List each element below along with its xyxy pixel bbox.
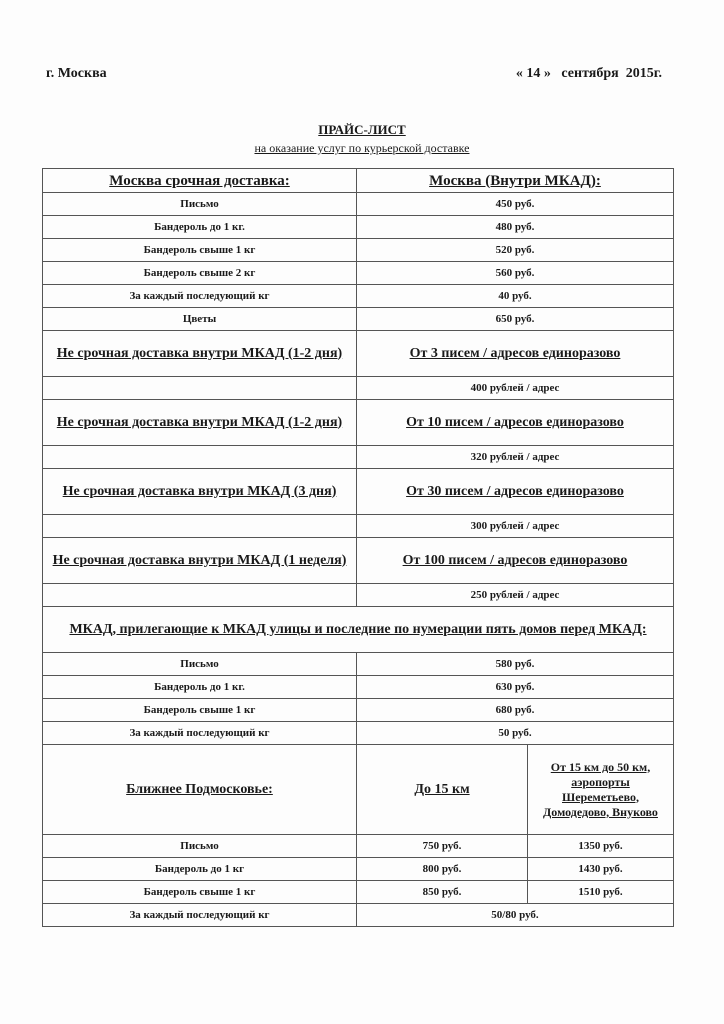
tier-header-row	[43, 400, 674, 446]
empty-cell	[43, 584, 357, 607]
table-row	[43, 858, 674, 881]
document-title: ПРАЙС-ЛИСТ	[318, 122, 406, 137]
tier-price: 400 рублей / адрес	[357, 377, 674, 400]
region-header-row	[43, 745, 674, 835]
item-name: Бандероль свыше 1 кг	[43, 699, 357, 722]
tier-condition: От 100 писем / адресов единоразово	[357, 538, 674, 584]
item-name: Письмо	[43, 835, 357, 858]
tier-header-row	[43, 538, 674, 584]
price-near: 850 руб.	[357, 881, 528, 904]
table-row	[43, 722, 674, 745]
tier-price: 250 рублей / адрес	[357, 584, 674, 607]
section-title-mkad: МКАД, прилегающие к МКАД улицы и последние по нумерации пять домов перед МКАД:	[43, 607, 674, 653]
document-date: « 14 » сентября 2015г.	[515, 66, 662, 81]
table-header-row	[43, 169, 674, 193]
price-near: 750 руб.	[357, 835, 528, 858]
item-price: 450 руб.	[357, 193, 674, 216]
item-name: Письмо	[43, 653, 357, 676]
section-title-moscow-urgent: Москва срочная доставка:	[43, 169, 357, 193]
item-name: За каждый последующий кг	[43, 285, 357, 308]
table-row	[43, 308, 674, 331]
item-name: Бандероль свыше 2 кг	[43, 262, 357, 285]
tier-condition: От 30 писем / адресов единоразово	[357, 469, 674, 515]
table-row	[43, 676, 674, 699]
tier-condition: От 3 писем / адресов единоразово	[357, 331, 674, 377]
table-row	[43, 239, 674, 262]
column-title-moscow-inside-mkad: Москва (Внутри МКАД):	[357, 169, 674, 193]
table-row	[43, 653, 674, 676]
item-name: Бандероль свыше 1 кг	[43, 239, 357, 262]
table-row	[43, 193, 674, 216]
item-name: Письмо	[43, 193, 357, 216]
item-price: 50 руб.	[357, 722, 674, 745]
table-row	[43, 881, 674, 904]
item-price: 480 руб.	[357, 216, 674, 239]
tier-title: Не срочная доставка внутри МКАД (1-2 дня)	[43, 331, 357, 377]
item-price: 560 руб.	[357, 262, 674, 285]
price-table	[42, 168, 674, 927]
tier-header-row	[43, 331, 674, 377]
item-price: 630 руб.	[357, 676, 674, 699]
tier-price: 300 рублей / адрес	[357, 515, 674, 538]
tier-price-row	[43, 377, 674, 400]
table-row	[43, 699, 674, 722]
column-title-15-50km: От 15 км до 50 км, аэропорты Шереметьево, Домодедово, Внуково	[528, 745, 674, 835]
empty-cell	[43, 515, 357, 538]
item-name: Бандероль до 1 кг.	[43, 676, 357, 699]
city-label: г. Москва	[46, 66, 107, 81]
tier-title: Не срочная доставка внутри МКАД (3 дня)	[43, 469, 357, 515]
item-name: За каждый последующий кг	[43, 722, 357, 745]
section-title-row	[43, 607, 674, 653]
table-row	[43, 904, 674, 927]
table-row	[43, 835, 674, 858]
item-name: Цветы	[43, 308, 357, 331]
price-far: 1350 руб.	[528, 835, 674, 858]
tier-header-row	[43, 469, 674, 515]
tier-price: 320 рублей / адрес	[357, 446, 674, 469]
tier-price-row	[43, 446, 674, 469]
empty-cell	[43, 377, 357, 400]
item-price: 580 руб.	[357, 653, 674, 676]
price-far: 1430 руб.	[528, 858, 674, 881]
document-subtitle: на оказание услуг по курьерской доставке	[254, 141, 470, 155]
section-title-near-region: Ближнее Подмосковье:	[43, 745, 357, 835]
price-far: 1510 руб.	[528, 881, 674, 904]
tier-title: Не срочная доставка внутри МКАД (1 неделя)	[43, 538, 357, 584]
table-row	[43, 262, 674, 285]
item-price: 650 руб.	[357, 308, 674, 331]
price-near: 800 руб.	[357, 858, 528, 881]
item-price: 520 руб.	[357, 239, 674, 262]
empty-cell	[43, 446, 357, 469]
item-name: За каждый последующий кг	[43, 904, 357, 927]
item-price: 40 руб.	[357, 285, 674, 308]
tier-price-row	[43, 515, 674, 538]
item-name: Бандероль до 1 кг.	[43, 216, 357, 239]
item-price: 50/80 руб.	[357, 904, 674, 927]
column-title-up-to-15km: До 15 км	[357, 745, 528, 835]
item-name: Бандероль свыше 1 кг	[43, 881, 357, 904]
tier-title: Не срочная доставка внутри МКАД (1-2 дня)	[43, 400, 357, 446]
tier-condition: От 10 писем / адресов единоразово	[357, 400, 674, 446]
item-name: Бандероль до 1 кг	[43, 858, 357, 881]
item-price: 680 руб.	[357, 699, 674, 722]
table-row	[43, 285, 674, 308]
tier-price-row	[43, 584, 674, 607]
table-row	[43, 216, 674, 239]
